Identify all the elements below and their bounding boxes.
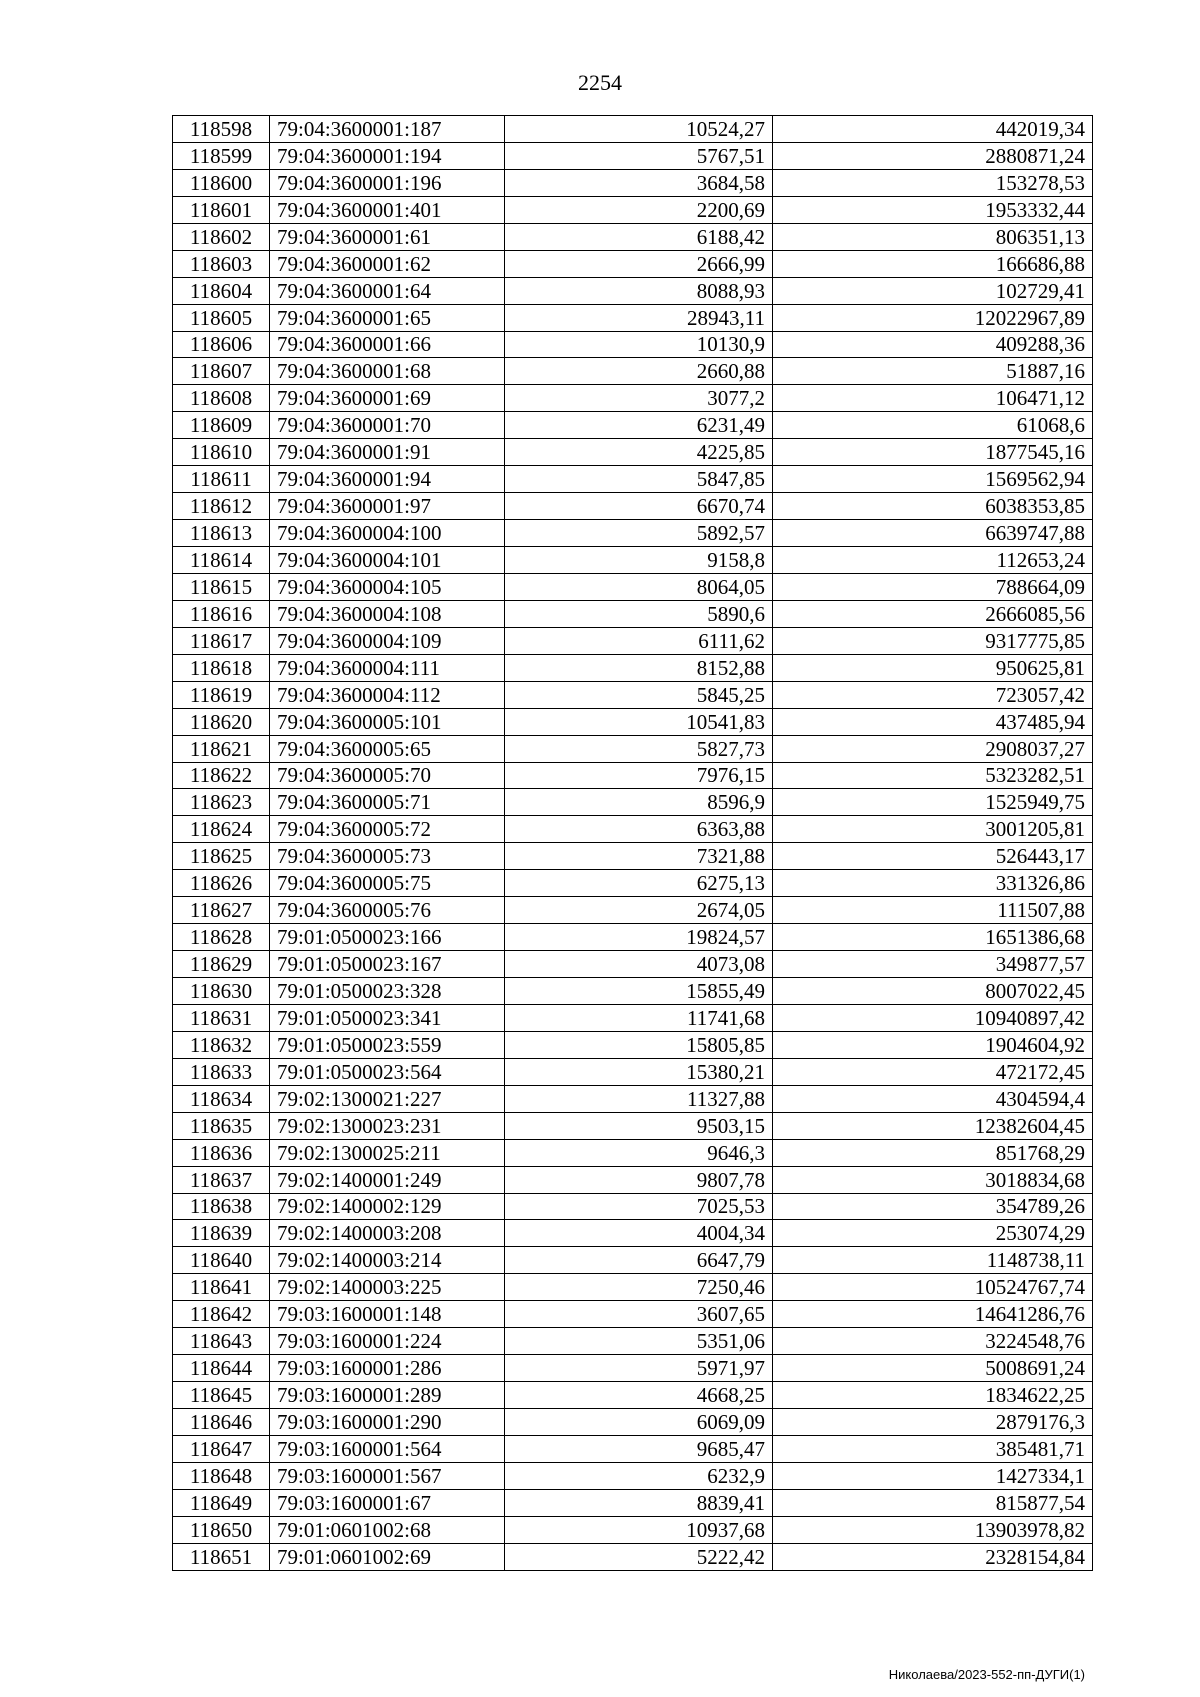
area-cell: 19824,57 [505, 924, 773, 951]
value-cell: 13903978,82 [773, 1516, 1093, 1543]
area-cell: 6111,62 [505, 627, 773, 654]
table-row [173, 924, 1093, 951]
cadastral-number-cell: 79:04:3600001:196 [270, 169, 505, 196]
table-row [173, 681, 1093, 708]
area-cell: 6647,79 [505, 1247, 773, 1274]
value-cell: 1904604,92 [773, 1031, 1093, 1058]
value-cell: 385481,71 [773, 1435, 1093, 1462]
table-row [173, 1543, 1093, 1570]
row-number-cell: 118617 [173, 627, 270, 654]
area-cell: 6275,13 [505, 870, 773, 897]
value-cell: 788664,09 [773, 573, 1093, 600]
area-cell: 6363,88 [505, 816, 773, 843]
row-number-cell: 118610 [173, 439, 270, 466]
table-row [173, 843, 1093, 870]
cadastral-number-cell: 79:04:3600001:70 [270, 412, 505, 439]
area-cell: 2200,69 [505, 196, 773, 223]
row-number-cell: 118644 [173, 1355, 270, 1382]
cadastral-number-cell: 79:04:3600005:101 [270, 708, 505, 735]
table-row [173, 1409, 1093, 1436]
value-cell: 2908037,27 [773, 735, 1093, 762]
cadastral-number-cell: 79:04:3600005:73 [270, 843, 505, 870]
value-cell: 6639747,88 [773, 520, 1093, 547]
row-number-cell: 118614 [173, 547, 270, 574]
row-number-cell: 118624 [173, 816, 270, 843]
value-cell: 61068,6 [773, 412, 1093, 439]
table-row [173, 169, 1093, 196]
cadastral-number-cell: 79:03:1600001:224 [270, 1328, 505, 1355]
value-cell: 2879176,3 [773, 1409, 1093, 1436]
row-number-cell: 118623 [173, 789, 270, 816]
area-cell: 28943,11 [505, 304, 773, 331]
cadastral-number-cell: 79:02:1400003:214 [270, 1247, 505, 1274]
table-row [173, 1004, 1093, 1031]
area-cell: 4668,25 [505, 1382, 773, 1409]
value-cell: 472172,45 [773, 1058, 1093, 1085]
value-cell: 526443,17 [773, 843, 1093, 870]
table-row [173, 573, 1093, 600]
table-row [173, 789, 1093, 816]
cadastral-number-cell: 79:04:3600004:108 [270, 600, 505, 627]
cadastral-number-cell: 79:02:1300021:227 [270, 1085, 505, 1112]
area-cell: 5351,06 [505, 1328, 773, 1355]
table-row [173, 1489, 1093, 1516]
area-cell: 5892,57 [505, 520, 773, 547]
cadastral-number-cell: 79:04:3600004:101 [270, 547, 505, 574]
table-row [173, 1058, 1093, 1085]
table-row [173, 735, 1093, 762]
row-number-cell: 118602 [173, 223, 270, 250]
table-row [173, 1274, 1093, 1301]
table-row [173, 870, 1093, 897]
table-row [173, 1355, 1093, 1382]
table-row [173, 1112, 1093, 1139]
table-row [173, 708, 1093, 735]
value-cell: 10524767,74 [773, 1274, 1093, 1301]
area-cell: 5847,85 [505, 466, 773, 493]
cadastral-number-cell: 79:04:3600001:68 [270, 358, 505, 385]
value-cell: 1877545,16 [773, 439, 1093, 466]
cadastral-number-cell: 79:04:3600001:401 [270, 196, 505, 223]
area-cell: 2660,88 [505, 358, 773, 385]
cadastral-number-cell: 79:03:1600001:289 [270, 1382, 505, 1409]
table-row [173, 600, 1093, 627]
area-cell: 7321,88 [505, 843, 773, 870]
cadastral-number-cell: 79:01:0601002:69 [270, 1543, 505, 1570]
area-cell: 8088,93 [505, 277, 773, 304]
area-cell: 2666,99 [505, 250, 773, 277]
cadastral-number-cell: 79:02:1300025:211 [270, 1139, 505, 1166]
table-row [173, 277, 1093, 304]
value-cell: 1953332,44 [773, 196, 1093, 223]
value-cell: 106471,12 [773, 385, 1093, 412]
area-cell: 6232,9 [505, 1462, 773, 1489]
value-cell: 6038353,85 [773, 493, 1093, 520]
table-row [173, 223, 1093, 250]
cadastral-number-cell: 79:04:3600001:94 [270, 466, 505, 493]
table-row [173, 1085, 1093, 1112]
cadastral-number-cell: 79:01:0500023:559 [270, 1031, 505, 1058]
value-cell: 2666085,56 [773, 600, 1093, 627]
cadastral-number-cell: 79:04:3600001:64 [270, 277, 505, 304]
value-cell: 1651386,68 [773, 924, 1093, 951]
cadastral-number-cell: 79:04:3600004:105 [270, 573, 505, 600]
value-cell: 851768,29 [773, 1139, 1093, 1166]
row-number-cell: 118621 [173, 735, 270, 762]
cadastral-number-cell: 79:01:0500023:564 [270, 1058, 505, 1085]
area-cell: 4225,85 [505, 439, 773, 466]
area-cell: 6231,49 [505, 412, 773, 439]
table-row [173, 142, 1093, 169]
value-cell: 4304594,4 [773, 1085, 1093, 1112]
row-number-cell: 118620 [173, 708, 270, 735]
value-cell: 442019,34 [773, 116, 1093, 143]
row-number-cell: 118616 [173, 600, 270, 627]
area-cell: 9685,47 [505, 1435, 773, 1462]
table-row [173, 1516, 1093, 1543]
registry-table [172, 115, 1093, 1571]
row-number-cell: 118633 [173, 1058, 270, 1085]
row-number-cell: 118607 [173, 358, 270, 385]
row-number-cell: 118642 [173, 1301, 270, 1328]
cadastral-number-cell: 79:03:1600001:286 [270, 1355, 505, 1382]
area-cell: 8064,05 [505, 573, 773, 600]
row-number-cell: 118606 [173, 331, 270, 358]
row-number-cell: 118622 [173, 762, 270, 789]
value-cell: 14641286,76 [773, 1301, 1093, 1328]
area-cell: 4073,08 [505, 951, 773, 978]
row-number-cell: 118631 [173, 1004, 270, 1031]
row-number-cell: 118605 [173, 304, 270, 331]
value-cell: 253074,29 [773, 1220, 1093, 1247]
area-cell: 8596,9 [505, 789, 773, 816]
table-row [173, 1031, 1093, 1058]
table-row [173, 520, 1093, 547]
row-number-cell: 118643 [173, 1328, 270, 1355]
row-number-cell: 118645 [173, 1382, 270, 1409]
cadastral-number-cell: 79:04:3600005:65 [270, 735, 505, 762]
row-number-cell: 118630 [173, 978, 270, 1005]
table-row [173, 762, 1093, 789]
table-row [173, 439, 1093, 466]
cadastral-number-cell: 79:03:1600001:148 [270, 1301, 505, 1328]
table-row [173, 1328, 1093, 1355]
area-cell: 6069,09 [505, 1409, 773, 1436]
area-cell: 7025,53 [505, 1193, 773, 1220]
area-cell: 3077,2 [505, 385, 773, 412]
cadastral-number-cell: 79:04:3600001:62 [270, 250, 505, 277]
cadastral-number-cell: 79:04:3600005:70 [270, 762, 505, 789]
cadastral-number-cell: 79:04:3600005:72 [270, 816, 505, 843]
row-number-cell: 118650 [173, 1516, 270, 1543]
cadastral-number-cell: 79:04:3600004:109 [270, 627, 505, 654]
area-cell: 10524,27 [505, 116, 773, 143]
row-number-cell: 118649 [173, 1489, 270, 1516]
cadastral-number-cell: 79:04:3600005:71 [270, 789, 505, 816]
table-row [173, 816, 1093, 843]
cadastral-number-cell: 79:02:1300023:231 [270, 1112, 505, 1139]
table-row [173, 978, 1093, 1005]
row-number-cell: 118598 [173, 116, 270, 143]
row-number-cell: 118618 [173, 654, 270, 681]
row-number-cell: 118627 [173, 897, 270, 924]
page-number: 2254 [578, 70, 622, 95]
document-footer: Николаева/2023-552-пп-ДУГИ(1) [888, 1667, 1085, 1682]
cadastral-number-cell: 79:01:0500023:328 [270, 978, 505, 1005]
table-row [173, 1382, 1093, 1409]
cadastral-number-cell: 79:04:3600004:111 [270, 654, 505, 681]
area-cell: 9503,15 [505, 1112, 773, 1139]
registry-table-body [173, 116, 1093, 1571]
cadastral-number-cell: 79:04:3600005:75 [270, 870, 505, 897]
area-cell: 15380,21 [505, 1058, 773, 1085]
cadastral-number-cell: 79:03:1600001:564 [270, 1435, 505, 1462]
value-cell: 12022967,89 [773, 304, 1093, 331]
row-number-cell: 118601 [173, 196, 270, 223]
row-number-cell: 118619 [173, 681, 270, 708]
row-number-cell: 118625 [173, 843, 270, 870]
cadastral-number-cell: 79:03:1600001:67 [270, 1489, 505, 1516]
area-cell: 10937,68 [505, 1516, 773, 1543]
row-number-cell: 118651 [173, 1543, 270, 1570]
value-cell: 815877,54 [773, 1489, 1093, 1516]
cadastral-number-cell: 79:04:3600001:66 [270, 331, 505, 358]
cadastral-number-cell: 79:02:1400002:129 [270, 1193, 505, 1220]
cadastral-number-cell: 79:04:3600001:187 [270, 116, 505, 143]
value-cell: 349877,57 [773, 951, 1093, 978]
value-cell: 1148738,11 [773, 1247, 1093, 1274]
area-cell: 8152,88 [505, 654, 773, 681]
cadastral-number-cell: 79:04:3600001:69 [270, 385, 505, 412]
value-cell: 2880871,24 [773, 142, 1093, 169]
cadastral-number-cell: 79:04:3600005:76 [270, 897, 505, 924]
value-cell: 1525949,75 [773, 789, 1093, 816]
row-number-cell: 118638 [173, 1193, 270, 1220]
value-cell: 1569562,94 [773, 466, 1093, 493]
table-row [173, 358, 1093, 385]
table-row [173, 1247, 1093, 1274]
table-row [173, 897, 1093, 924]
area-cell: 5890,6 [505, 600, 773, 627]
table-row [173, 385, 1093, 412]
table-row [173, 493, 1093, 520]
table-row [173, 627, 1093, 654]
row-number-cell: 118603 [173, 250, 270, 277]
value-cell: 166686,88 [773, 250, 1093, 277]
area-cell: 5845,25 [505, 681, 773, 708]
area-cell: 10130,9 [505, 331, 773, 358]
value-cell: 3018834,68 [773, 1166, 1093, 1193]
row-number-cell: 118600 [173, 169, 270, 196]
value-cell: 3224548,76 [773, 1328, 1093, 1355]
row-number-cell: 118599 [173, 142, 270, 169]
row-number-cell: 118640 [173, 1247, 270, 1274]
area-cell: 7250,46 [505, 1274, 773, 1301]
value-cell: 950625,81 [773, 654, 1093, 681]
cadastral-number-cell: 79:03:1600001:290 [270, 1409, 505, 1436]
cadastral-number-cell: 79:02:1400001:249 [270, 1166, 505, 1193]
area-cell: 11741,68 [505, 1004, 773, 1031]
area-cell: 10541,83 [505, 708, 773, 735]
cadastral-number-cell: 79:01:0500023:167 [270, 951, 505, 978]
table-row [173, 196, 1093, 223]
row-number-cell: 118613 [173, 520, 270, 547]
row-number-cell: 118626 [173, 870, 270, 897]
table-row [173, 1166, 1093, 1193]
area-cell: 6670,74 [505, 493, 773, 520]
row-number-cell: 118608 [173, 385, 270, 412]
area-cell: 9158,8 [505, 547, 773, 574]
cadastral-number-cell: 79:01:0500023:166 [270, 924, 505, 951]
area-cell: 6188,42 [505, 223, 773, 250]
row-number-cell: 118628 [173, 924, 270, 951]
value-cell: 5008691,24 [773, 1355, 1093, 1382]
row-number-cell: 118647 [173, 1435, 270, 1462]
row-number-cell: 118611 [173, 466, 270, 493]
row-number-cell: 118636 [173, 1139, 270, 1166]
cadastral-number-cell: 79:04:3600001:91 [270, 439, 505, 466]
area-cell: 3607,65 [505, 1301, 773, 1328]
row-number-cell: 118609 [173, 412, 270, 439]
cadastral-number-cell: 79:04:3600001:97 [270, 493, 505, 520]
row-number-cell: 118604 [173, 277, 270, 304]
table-row [173, 412, 1093, 439]
row-number-cell: 118637 [173, 1166, 270, 1193]
row-number-cell: 118648 [173, 1462, 270, 1489]
table-row [173, 466, 1093, 493]
row-number-cell: 118634 [173, 1085, 270, 1112]
area-cell: 4004,34 [505, 1220, 773, 1247]
cadastral-number-cell: 79:04:3600004:100 [270, 520, 505, 547]
cadastral-number-cell: 79:03:1600001:567 [270, 1462, 505, 1489]
cadastral-number-cell: 79:04:3600004:112 [270, 681, 505, 708]
value-cell: 723057,42 [773, 681, 1093, 708]
row-number-cell: 118646 [173, 1409, 270, 1436]
area-cell: 5767,51 [505, 142, 773, 169]
value-cell: 437485,94 [773, 708, 1093, 735]
area-cell: 5827,73 [505, 735, 773, 762]
row-number-cell: 118639 [173, 1220, 270, 1247]
cadastral-number-cell: 79:01:0500023:341 [270, 1004, 505, 1031]
value-cell: 409288,36 [773, 331, 1093, 358]
value-cell: 3001205,81 [773, 816, 1093, 843]
table-row [173, 547, 1093, 574]
area-cell: 8839,41 [505, 1489, 773, 1516]
area-cell: 7976,15 [505, 762, 773, 789]
value-cell: 112653,24 [773, 547, 1093, 574]
cadastral-number-cell: 79:01:0601002:68 [270, 1516, 505, 1543]
cadastral-number-cell: 79:02:1400003:208 [270, 1220, 505, 1247]
row-number-cell: 118615 [173, 573, 270, 600]
table-row [173, 654, 1093, 681]
table-row [173, 116, 1093, 143]
table-row [173, 250, 1093, 277]
value-cell: 331326,86 [773, 870, 1093, 897]
area-cell: 5971,97 [505, 1355, 773, 1382]
value-cell: 10940897,42 [773, 1004, 1093, 1031]
table-row [173, 1435, 1093, 1462]
value-cell: 102729,41 [773, 277, 1093, 304]
row-number-cell: 118629 [173, 951, 270, 978]
table-row [173, 1193, 1093, 1220]
table-row [173, 1220, 1093, 1247]
value-cell: 12382604,45 [773, 1112, 1093, 1139]
cadastral-number-cell: 79:02:1400003:225 [270, 1274, 505, 1301]
row-number-cell: 118635 [173, 1112, 270, 1139]
area-cell: 3684,58 [505, 169, 773, 196]
cadastral-number-cell: 79:04:3600001:65 [270, 304, 505, 331]
value-cell: 806351,13 [773, 223, 1093, 250]
cadastral-number-cell: 79:04:3600001:194 [270, 142, 505, 169]
value-cell: 51887,16 [773, 358, 1093, 385]
value-cell: 111507,88 [773, 897, 1093, 924]
value-cell: 354789,26 [773, 1193, 1093, 1220]
row-number-cell: 118612 [173, 493, 270, 520]
area-cell: 9807,78 [505, 1166, 773, 1193]
area-cell: 2674,05 [505, 897, 773, 924]
value-cell: 153278,53 [773, 169, 1093, 196]
table-row [173, 1301, 1093, 1328]
area-cell: 11327,88 [505, 1085, 773, 1112]
value-cell: 2328154,84 [773, 1543, 1093, 1570]
area-cell: 9646,3 [505, 1139, 773, 1166]
table-row [173, 1462, 1093, 1489]
table-row [173, 1139, 1093, 1166]
cadastral-number-cell: 79:04:3600001:61 [270, 223, 505, 250]
table-row [173, 331, 1093, 358]
area-cell: 5222,42 [505, 1543, 773, 1570]
value-cell: 5323282,51 [773, 762, 1093, 789]
value-cell: 8007022,45 [773, 978, 1093, 1005]
row-number-cell: 118632 [173, 1031, 270, 1058]
row-number-cell: 118641 [173, 1274, 270, 1301]
area-cell: 15855,49 [505, 978, 773, 1005]
value-cell: 1834622,25 [773, 1382, 1093, 1409]
area-cell: 15805,85 [505, 1031, 773, 1058]
table-row [173, 951, 1093, 978]
table-row [173, 304, 1093, 331]
value-cell: 1427334,1 [773, 1462, 1093, 1489]
value-cell: 9317775,85 [773, 627, 1093, 654]
